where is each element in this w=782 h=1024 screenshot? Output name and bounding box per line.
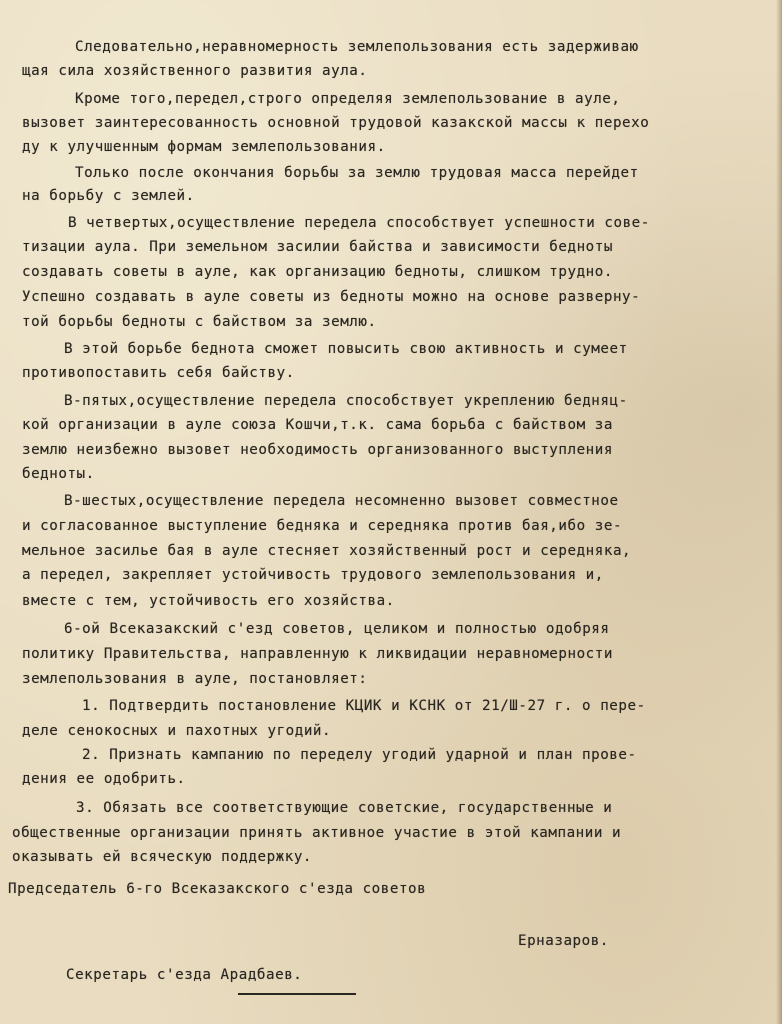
text-line: Следовательно,неравномерность землепользования есть задерживаю bbox=[75, 39, 639, 55]
text-line: В четвертых,осуществление передела способствует успешности сове- bbox=[68, 215, 650, 231]
text-line: деле сенокосных и пахотных угодий. bbox=[22, 723, 332, 739]
text-line: В этой борьбе беднота сможет повысить свою активность и сумеет bbox=[64, 341, 628, 357]
text-line: общественные организации принять активное участие в этой кампании и bbox=[12, 825, 622, 841]
chairman-line: Председатель 6-го Всеказакского с'езда советов bbox=[8, 881, 427, 897]
text-line: 3. Обязать все соответствующие советские, государственные и bbox=[76, 800, 613, 816]
text-line: 6-ой Всеказакский с'езд советов, целиком и полностью одобряя bbox=[64, 621, 610, 637]
text-line: и согласованное выступление бедняка и середняка против бая,ибо зе- bbox=[22, 518, 623, 534]
text-line: создавать советы в ауле, как организацию бедноты, слишком трудно. bbox=[22, 264, 613, 280]
text-line: В-пятых,осуществление передела способствует укреплению бедняц- bbox=[64, 393, 628, 409]
secretary-line: Секретарь с'езда Арадбаев. bbox=[66, 967, 303, 983]
text-line: вместе с тем, устойчивость его хозяйства. bbox=[22, 593, 395, 609]
chairman-name: Ерназаров. bbox=[518, 933, 609, 949]
text-line: дения ее одобрить. bbox=[22, 771, 186, 787]
text-line: 2. Признать кампанию по переделу угодий ударной и план прове- bbox=[82, 747, 637, 763]
page-edge-shadow bbox=[776, 0, 782, 1024]
text-line: политику Правительства, направленную к ликвидации неравномерности bbox=[22, 646, 613, 662]
text-line: Кроме того,передел,строго определяя землепользование в ауле, bbox=[75, 91, 621, 107]
text-line: В-шестых,осуществление передела несомненно вызовет совместное bbox=[64, 493, 619, 509]
text-line: той борьбы бедноты с байством за землю. bbox=[22, 314, 377, 330]
text-line: Успешно создавать в ауле советы из бедноты можно на основе разверну- bbox=[22, 289, 641, 305]
text-line: землепользования в ауле, постановляет: bbox=[22, 671, 368, 687]
signature-underline bbox=[238, 993, 356, 995]
text-line: бедноты. bbox=[22, 466, 95, 482]
text-line: щая сила хозяйственного развития аула. bbox=[22, 63, 368, 79]
text-line: оказывать ей всяческую поддержку. bbox=[12, 849, 313, 865]
text-line: на борьбу с землей. bbox=[22, 188, 195, 204]
text-line: ду к улучшенным формам землепользования. bbox=[22, 139, 386, 155]
text-line: вызовет заинтересованность основной трудовой казакской массы к перехо bbox=[22, 115, 650, 131]
text-line: 1. Подтвердить постановление КЦИК и КСНК от 21/Ш-27 г. о пере- bbox=[82, 698, 646, 714]
text-line: противопоставить себя байству. bbox=[22, 365, 295, 381]
text-line: а передел, закрепляет устойчивость трудового землепользования и, bbox=[22, 567, 604, 583]
text-line: землю неизбежно вызовет необходимость организованного выступления bbox=[22, 442, 613, 458]
text-line: мельное засилье бая в ауле стесняет хозяйственный рост и середняка, bbox=[22, 543, 632, 559]
text-line: Только после окончания борьбы за землю трудовая масса перейдет bbox=[75, 165, 639, 181]
text-line: тизации аула. При земельном засилии байства и зависимости бедноты bbox=[22, 239, 613, 255]
text-line: кой организации в ауле союза Кошчи,т.к. сама борьба с байством за bbox=[22, 417, 613, 433]
